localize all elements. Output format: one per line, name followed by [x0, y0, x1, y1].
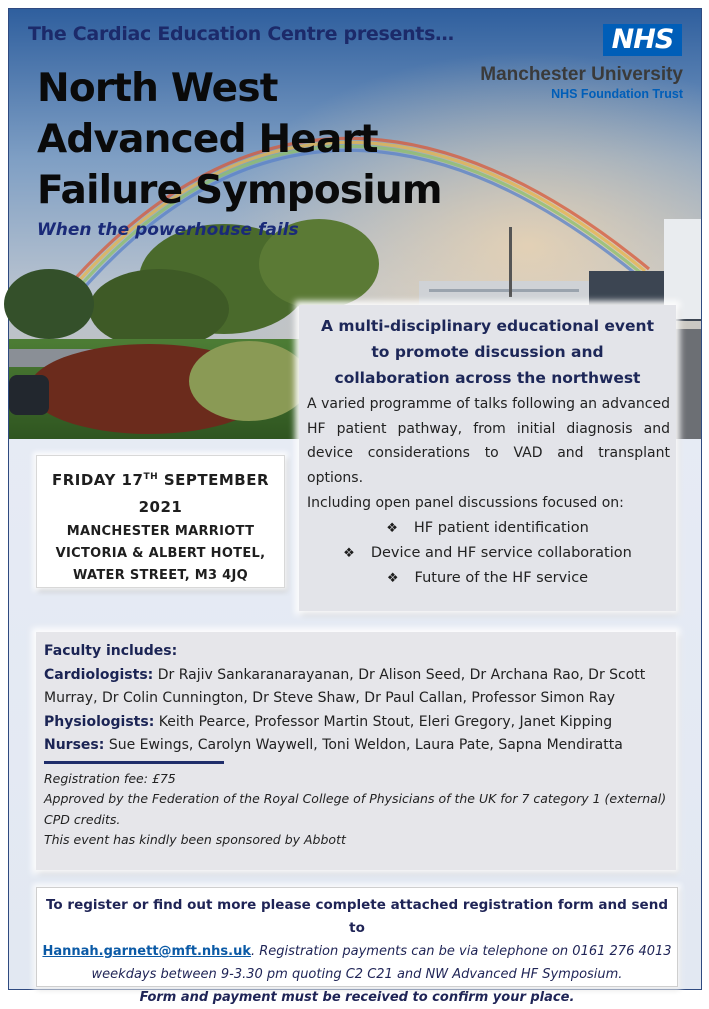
diamond-bullet-icon: ❖ [343, 545, 355, 561]
trust-subtitle: NHS Foundation Trust [551, 87, 683, 101]
presenter-line: The Cardiac Education Centre presents… [28, 23, 454, 45]
tagline: When the powerhouse fails [37, 220, 299, 240]
faculty-list [36, 632, 676, 851]
title-line: Advanced Heart [37, 117, 378, 162]
contact-email-link[interactable]: Hannah.garnett@mft.nhs.uk [42, 944, 251, 959]
list-item: ❖ Future of the HF service [386, 569, 589, 586]
flyer-page [8, 8, 702, 1005]
faculty-group-nurses: Nurses: Sue Ewings, Carolyn Waywell, Toni Weldon, Laura Pate, Sapna Mendiratta [44, 737, 623, 753]
event-heading-line: to promote discussion and [371, 343, 604, 361]
diamond-bullet-icon: ❖ [386, 520, 398, 536]
event-heading-line: A multi-disciplinary educational event [321, 317, 654, 335]
registration-box [36, 887, 678, 1005]
trust-name: Manchester University [480, 64, 683, 85]
title-line: North West [37, 66, 278, 111]
nhs-logo: NHS [603, 24, 682, 56]
diamond-bullet-icon: ❖ [386, 570, 399, 586]
faculty-group-cardiologists: Cardiologists: Dr Rajiv Sankaranarayanan, Dr Alison Seed, Dr Archana Rao, Dr Scott Murray, Dr Colin Cunnington, Dr Steve Shaw, Dr Paul Callan, Professor Simon Ray [44, 666, 646, 706]
registration-fee: Registration fee: £75 [44, 770, 176, 786]
event-description: A varied programme of talks following an advanced HF patient pathway, from initial diagnosis and device considerations to VAD and transplant options. [307, 396, 670, 486]
register-details: Hannah.garnett@mft.nhs.uk. Registration payments can be via telephone on 0161 276 4013 weekdays between 9-3.30 pm quoting C2 C21 and NW Advanced HF Symposium. [42, 944, 672, 982]
event-heading [305, 313, 670, 391]
date-venue-box [36, 455, 285, 588]
event-summary-box [299, 305, 676, 611]
venue-address: MANCHESTER MARRIOTT VICTORIA & ALBERT HOTEL, WATER STREET, M3 4JQ [55, 524, 266, 583]
topic-list [299, 516, 676, 591]
sponsor-note: This event has kindly been sponsored by Abbott [44, 832, 346, 847]
faculty-box [36, 632, 676, 870]
title-line: Failure Symposium [37, 168, 442, 213]
register-instruction: To register or find out more please complete attached registration form and send to [46, 897, 668, 936]
faculty-heading: Faculty includes: [44, 643, 178, 659]
event-date: FRIDAY 17TH SEPTEMBER 2021 [51, 471, 270, 516]
list-item: ❖ HF patient identification [386, 519, 589, 536]
event-title [37, 63, 442, 216]
event-heading-line: collaboration across the northwest [334, 369, 641, 387]
list-item: ❖ Device and HF service collaboration [343, 544, 632, 561]
panel-intro: Including open panel discussions focused on: [307, 495, 624, 511]
divider [44, 761, 224, 764]
cpd-approval: Approved by the Federation of the Royal College of Physicians of the UK for 7 category 1 (external) CPD credits. [44, 791, 667, 827]
faculty-group-physiologists: Physiologists: Keith Pearce, Professor Martin Stout, Eleri Gregory, Janet Kipping [44, 713, 613, 730]
confirmation-note: Form and payment must be received to confirm your place. [139, 990, 575, 1005]
